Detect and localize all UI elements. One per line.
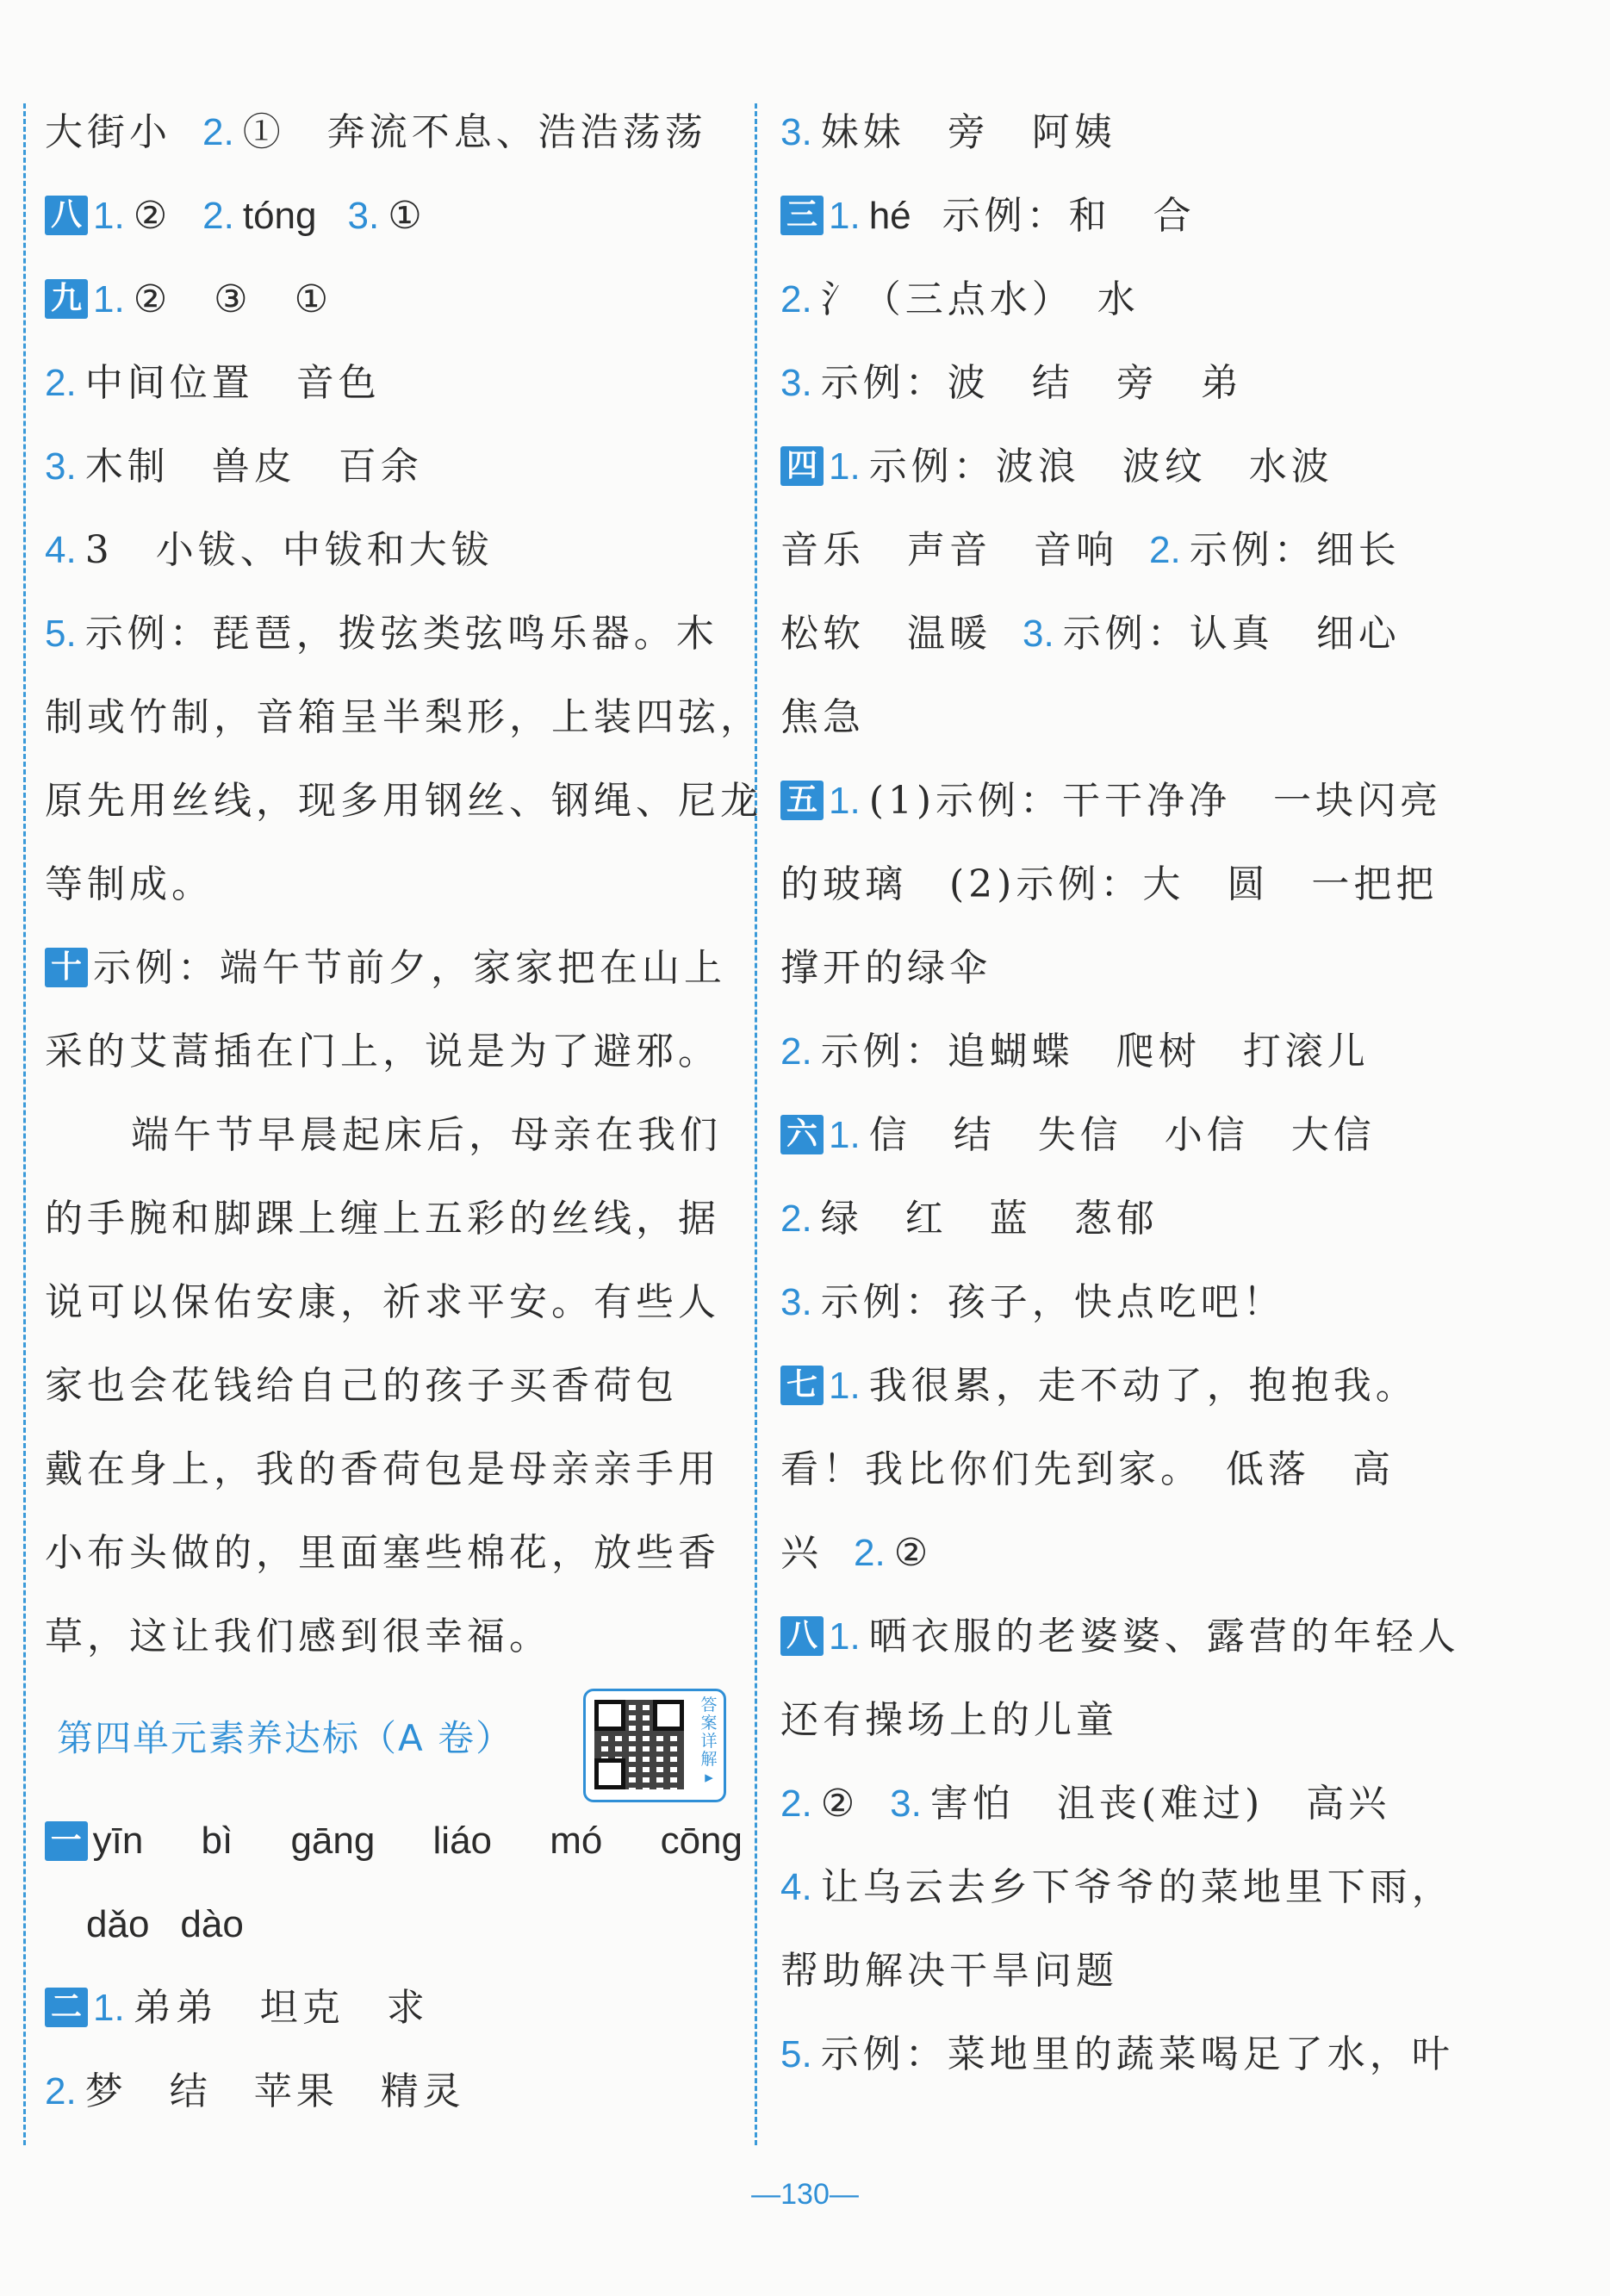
pinyin-text: tóng [242, 195, 317, 237]
answer-text: 信 结 失信 小信 大信 [868, 1113, 1376, 1157]
question-badge: 三 [780, 196, 824, 235]
answer-text: 大街小 [45, 110, 171, 154]
right-column [780, 90, 1478, 2096]
answer-line [780, 1260, 1478, 1344]
answer-text: 妹妹 旁 阿姨 [820, 110, 1116, 154]
item-number: 2. [780, 278, 812, 320]
answer-line [780, 258, 1478, 341]
pinyin-text: mó [550, 1820, 603, 1862]
answer-text: 示例：琵琶，拨弦类弦鸣乐器。木 [84, 612, 718, 656]
item-number: 1. [93, 195, 125, 237]
item-number: 2. [780, 1030, 812, 1073]
item-number: 4. [45, 529, 77, 571]
answer-line [45, 258, 743, 341]
pinyin-text: yīn [92, 1820, 144, 1862]
answer-text: 示例：细长 [1189, 528, 1401, 572]
item-number: 3. [1023, 613, 1054, 655]
qr-finder-icon [594, 1758, 625, 1789]
answer-text: 我很累，走不动了，抱抱我。 [868, 1364, 1418, 1408]
answer-line [45, 174, 743, 258]
answer-line: 小布头做的，里面塞些棉花，放些香 [45, 1531, 720, 1575]
qr-code-box[interactable] [583, 1689, 726, 1802]
answer-line [780, 90, 1478, 174]
qr-finder-icon [594, 1700, 625, 1731]
answer-text: 示例：认真 细心 [1062, 612, 1401, 656]
answer-text: ② [820, 1782, 860, 1826]
answer-line [780, 1511, 1478, 1595]
answer-line [780, 1344, 1478, 1428]
answer-line [780, 425, 1478, 508]
answer-line [780, 759, 1478, 843]
pinyin-text: cōng [660, 1820, 743, 1862]
item-number: 1. [93, 1987, 125, 2029]
answer-text: ① 奔流不息、浩浩荡荡 [242, 110, 707, 154]
answer-line [45, 592, 743, 675]
question-badge: 二 [45, 1988, 88, 2027]
answer-text: ② [893, 1531, 933, 1575]
answer-text: 让乌云去乡下爷爷的菜地里下雨， [820, 1865, 1454, 1909]
item-number: 1. [829, 1615, 861, 1658]
answer-text: 示例：和 合 [942, 194, 1196, 238]
answer-text: 松软 温暖 [780, 612, 991, 656]
answer-text: 示例：孩子，快点吃吧！ [820, 1280, 1285, 1324]
answer-line [780, 2013, 1478, 2096]
answer-line [780, 508, 1478, 592]
answer-line: 制或竹制，音箱呈半梨形，上装四弦， [45, 695, 762, 739]
qr-label: 答案详解▸ [700, 1696, 718, 1787]
answer-line [780, 174, 1478, 258]
answer-text: ① [388, 194, 426, 238]
answer-text: 示例：端午节前夕，家家把在山上 [93, 946, 726, 990]
section-title: 第四单元素养达标（A 卷） [57, 1717, 514, 1759]
page-number: —130— [751, 2178, 859, 2211]
answer-text: 示例：波浪 波纹 水波 [868, 445, 1333, 488]
item-number: 2. [780, 1783, 812, 1825]
item-number: 1. [829, 195, 861, 237]
item-number: 1. [829, 780, 861, 822]
answer-line: 家也会花钱给自己的孩子买香荷包 [45, 1364, 678, 1408]
question-badge: 九 [45, 279, 88, 319]
answer-line [780, 341, 1478, 425]
answer-line [780, 1845, 1478, 1929]
question-badge: 五 [780, 781, 824, 820]
answer-text: 音乐 声音 音响 [780, 528, 1118, 572]
answer-text: 梦 结 苹果 精灵 [84, 2069, 465, 2113]
item-number: 1. [829, 1114, 861, 1156]
pinyin-text: dǎo [86, 1903, 150, 1945]
question-badge: 八 [45, 196, 88, 235]
pinyin-row [93, 1799, 743, 1882]
item-number: 1. [829, 1365, 861, 1407]
answer-line [780, 1762, 1478, 1845]
answer-line: 原先用丝线，现多用钢丝、钢绳、尼龙 [45, 779, 762, 823]
answer-line [45, 1799, 743, 1882]
answer-text: 中间位置 音色 [84, 361, 381, 405]
answer-line: 还有操场上的儿童 [780, 1698, 1118, 1742]
answer-line: 看！我比你们先到家。 低落 高 [780, 1447, 1395, 1491]
item-number: 2. [854, 1532, 886, 1574]
item-number: 2. [1149, 529, 1181, 571]
item-number: 2. [780, 1198, 812, 1240]
item-number: 3. [890, 1783, 922, 1825]
answer-text: (1)示例：干干净净 一块闪亮 [868, 779, 1443, 823]
answer-text: 木制 兽皮 百余 [84, 445, 423, 488]
item-number: 5. [45, 613, 77, 655]
unit-section-header [45, 1678, 743, 1799]
column-divider [755, 103, 757, 2145]
item-number: 3. [780, 1281, 812, 1323]
answer-line [45, 508, 743, 592]
answer-line [45, 1966, 743, 2050]
answer-line: 焦急 [780, 695, 865, 739]
item-number: 3. [347, 195, 380, 237]
answer-line [780, 1177, 1478, 1260]
answer-line [780, 1093, 1478, 1177]
item-number: 3. [45, 445, 77, 488]
qr-finder-icon [653, 1700, 684, 1731]
pinyin-text: gāng [290, 1820, 376, 1862]
item-number: 2. [45, 2070, 77, 2112]
answer-text: ② [133, 194, 172, 238]
answer-line: 帮助解决干旱问题 [780, 1949, 1118, 1993]
answer-line [45, 1882, 743, 1966]
answer-line [780, 1010, 1478, 1093]
answer-line: 撑开的绿伞 [780, 946, 991, 990]
answer-text: 弟弟 坦克 求 [133, 1986, 429, 2030]
question-badge: 八 [780, 1616, 824, 1656]
pinyin-text: bì [201, 1820, 233, 1862]
answer-text: 害怕 沮丧(难过) 高兴 [929, 1782, 1391, 1826]
question-badge: 四 [780, 446, 824, 486]
answer-line [45, 425, 743, 508]
answer-line: 采的艾蒿插在门上，说是为了避邪。 [45, 1030, 720, 1073]
answer-line: 等制成。 [45, 862, 214, 906]
question-badge: 一 [45, 1821, 88, 1861]
answer-line: 端午节早晨起床后，母亲在我们 [131, 1113, 722, 1157]
item-number: 5. [780, 2033, 812, 2075]
question-badge: 七 [780, 1366, 824, 1405]
pinyin-text: dào [180, 1903, 244, 1945]
answer-line [45, 90, 743, 174]
item-number: 1. [829, 445, 861, 488]
item-number: 2. [202, 195, 234, 237]
item-number: 2. [45, 362, 77, 404]
answer-text: 示例：菜地里的蔬菜喝足了水，叶 [820, 2032, 1454, 2076]
answer-line: 的玻璃 (2)示例：大 圆 一把把 [780, 862, 1439, 906]
answer-line: 的手腕和脚踝上缠上五彩的丝线，据 [45, 1197, 720, 1241]
answer-line [45, 926, 743, 1010]
answer-text: 兴 [780, 1531, 823, 1575]
answer-line [45, 2050, 743, 2133]
item-number: 4. [780, 1866, 812, 1908]
item-number: 3. [780, 362, 812, 404]
answer-line [780, 1595, 1478, 1678]
left-margin-rule [23, 103, 26, 2145]
question-badge: 六 [780, 1115, 824, 1154]
pinyin-text: liáo [432, 1820, 493, 1862]
answer-text: 示例：波 结 旁 弟 [820, 361, 1243, 405]
answer-text: 绿 红 蓝 葱郁 [820, 1197, 1159, 1241]
item-number: 1. [93, 278, 125, 320]
question-badge: 十 [45, 948, 88, 987]
item-number: 2. [202, 111, 234, 153]
pinyin-text: hé [868, 195, 911, 237]
answer-text: 示例：追蝴蝶 爬树 打滚儿 [820, 1030, 1370, 1073]
answer-text: 3 小钹、中钹和大钹 [84, 528, 494, 572]
answer-line: 草，这让我们感到很幸福。 [45, 1615, 551, 1658]
answer-text: ② ③ ① [133, 277, 333, 321]
answer-line: 说可以保佑安康，祈求平安。有些人 [45, 1280, 720, 1324]
answer-line: 戴在身上，我的香荷包是母亲亲手用 [45, 1447, 720, 1491]
item-number: 3. [780, 111, 812, 153]
answer-line [780, 592, 1478, 675]
answer-line [45, 341, 743, 425]
answer-text: 氵（三点水） 水 [820, 277, 1140, 321]
answer-text: 晒衣服的老婆婆、露营的年轻人 [868, 1615, 1460, 1658]
left-column [45, 90, 762, 2133]
